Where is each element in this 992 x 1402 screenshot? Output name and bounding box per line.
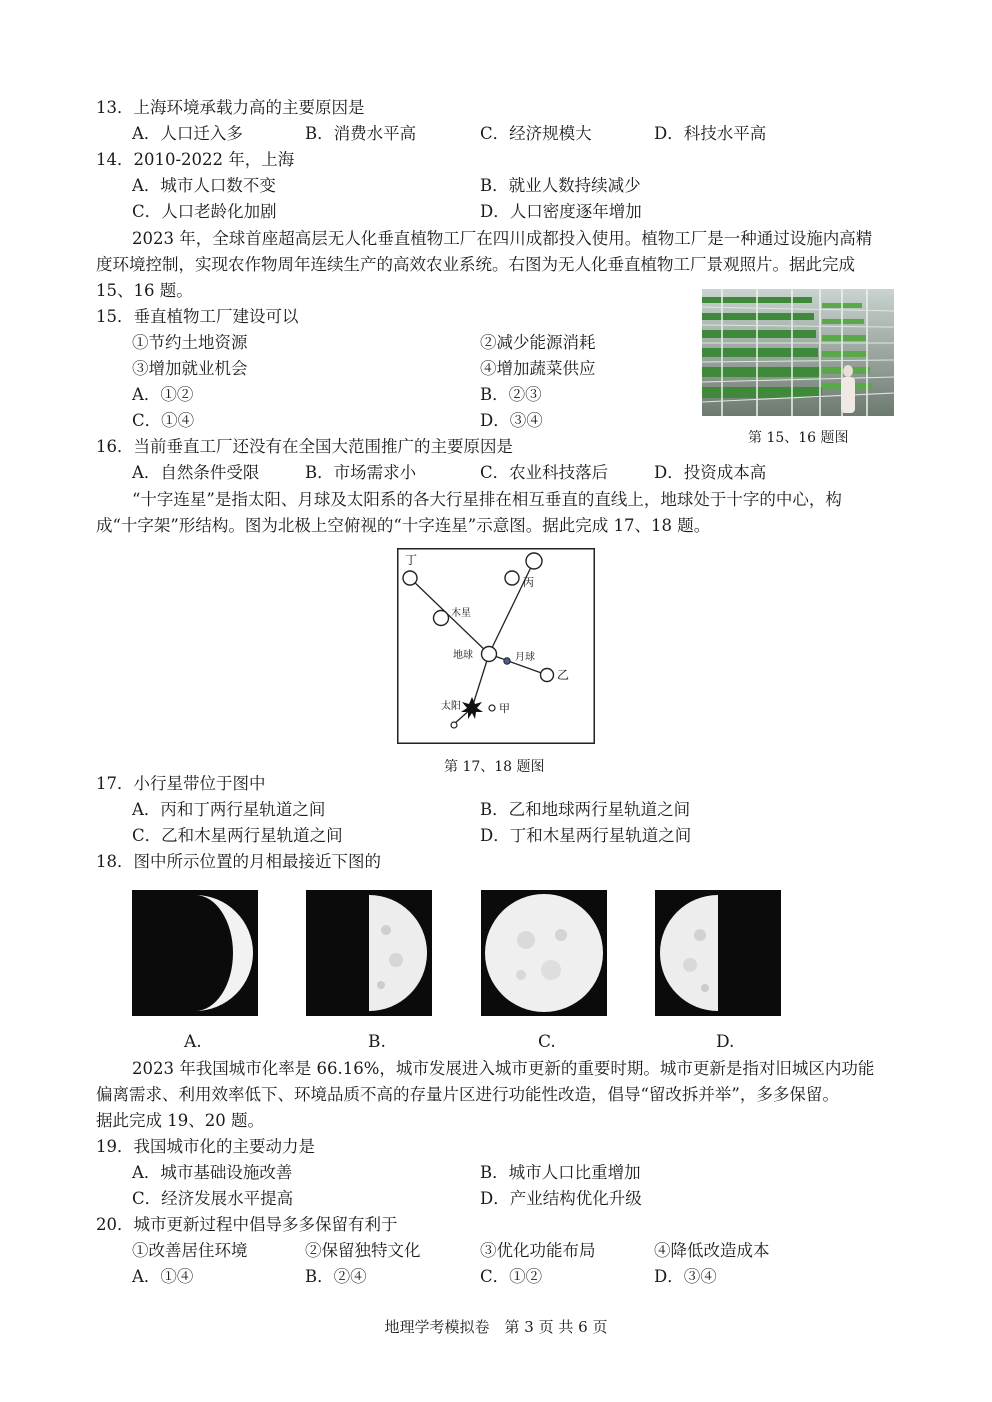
q15-stem: 15．垂直植物工厂建设可以 xyxy=(96,307,299,326)
material-19-20-line-3: 据此完成 19、20 题。 xyxy=(96,1111,264,1130)
q16-option-a: A．自然条件受限 xyxy=(132,463,260,482)
label-jia: 甲 xyxy=(499,702,510,715)
q20-option-d: D．③④ xyxy=(654,1267,717,1286)
planet-small-inner xyxy=(451,722,457,728)
q14-option-d: D．人口密度逐年增加 xyxy=(480,202,642,221)
q20-statement-2: ②保留独特文化 xyxy=(305,1241,421,1260)
q19-stem: 19．我国城市化的主要动力是 xyxy=(96,1137,315,1156)
q18-stem: 18．图中所示位置的月相最接近下图的 xyxy=(96,852,381,871)
label-yi: 乙 xyxy=(557,668,570,682)
q13-stem: 13．上海环境承载力高的主要原因是 xyxy=(96,98,365,117)
label-moon: 月球 xyxy=(515,652,535,663)
cross-alignment-diagram xyxy=(397,548,595,744)
q17-stem: 17．小行星带位于图中 xyxy=(96,774,266,793)
q15-option-b: B．②③ xyxy=(480,385,542,404)
moon-phase-b-image xyxy=(306,890,432,1016)
moon-phase-a-image xyxy=(132,890,258,1016)
q15-statement-1: ①节约土地资源 xyxy=(132,333,248,352)
q15-option-a: A．①② xyxy=(132,385,194,404)
q15-statement-3: ③增加就业机会 xyxy=(132,359,248,378)
material-15-16-line-1: 2023 年，全球首座超高层无人化垂直植物工厂在四川成都投入使用。植物工厂是一种通过设施内高精 xyxy=(132,229,873,248)
material-17-18-line-2: 成“十字架”形结构。图为北极上空俯视的“十字连星”示意图。据此完成 17、18 题。 xyxy=(96,516,711,535)
label-ding: 丁 xyxy=(405,553,418,567)
figure-15-16-caption: 第 15、16 题图 xyxy=(748,430,849,446)
q19-option-a: A．城市基础设施改善 xyxy=(132,1163,293,1182)
q15-statement-4: ④增加蔬菜供应 xyxy=(480,359,596,378)
q15-statement-2: ②减少能源消耗 xyxy=(480,333,596,352)
q15-option-c: C．①④ xyxy=(132,411,195,430)
diagram-frame xyxy=(398,549,595,744)
material-15-16-line-3: 15、16 题。 xyxy=(96,281,193,300)
planet-ding xyxy=(403,571,417,585)
q16-option-d: D．投资成本高 xyxy=(654,463,767,482)
label-earth: 地球 xyxy=(453,650,473,661)
q20-statement-4: ④降低改造成本 xyxy=(654,1241,770,1260)
planet-earth xyxy=(482,647,497,662)
q16-option-c: C．农业科技落后 xyxy=(480,463,609,482)
q17-option-d: D．丁和木星两行星轨道之间 xyxy=(480,826,692,845)
q13-option-c: C．经济规模大 xyxy=(480,124,592,143)
moon-label-a: A. xyxy=(184,1032,202,1052)
q17-option-b: B．乙和地球两行星轨道之间 xyxy=(480,800,691,819)
planet-jia xyxy=(489,705,495,711)
q16-option-b: B．市场需求小 xyxy=(305,463,417,482)
planet-bing xyxy=(505,571,519,585)
q13-option-d: D．科技水平高 xyxy=(654,124,767,143)
q19-option-d: D．产业结构优化升级 xyxy=(480,1189,642,1208)
moon-label-c: C. xyxy=(538,1032,556,1052)
label-jupiter: 木星 xyxy=(451,608,471,619)
moon-label-b: B. xyxy=(368,1032,386,1052)
material-19-20-line-2: 偏离需求、利用效率低下、环境品质不高的存量片区进行功能性改造，倡导“留改拆并举”，多多保留。 xyxy=(96,1085,839,1104)
moon-label-d: D. xyxy=(716,1032,735,1052)
q19-option-c: C．经济发展水平提高 xyxy=(132,1189,294,1208)
label-bing: 丙 xyxy=(523,576,534,589)
q19-option-b: B．城市人口比重增加 xyxy=(480,1163,641,1182)
planet-jupiter xyxy=(434,611,449,626)
label-sun: 太阳 xyxy=(441,701,461,712)
q16-stem: 16．当前垂直工厂还没有在全国大范围推广的主要原因是 xyxy=(96,437,513,456)
q13-option-a: A．人口迁入多 xyxy=(132,124,243,143)
q17-option-a: A．丙和丁两行星轨道之间 xyxy=(132,800,326,819)
q20-option-a: A．①④ xyxy=(132,1267,194,1286)
moon-phase-d-image xyxy=(655,890,781,1016)
vertical-plant-factory-photo xyxy=(702,289,894,416)
material-17-18-line-1: “十字连星”是指太阳、月球及太阳系的各大行星排在相互垂直的直线上，地球处于十字的中心，构 xyxy=(132,490,842,509)
material-19-20-line-1: 2023 年我国城市化率是 66.16%，城市发展进入城市更新的重要时期。城市更新是指对旧城区内功能 xyxy=(132,1059,875,1078)
q14-stem: 14．2010-2022 年，上海 xyxy=(96,150,295,169)
q20-option-c: C．①② xyxy=(480,1267,543,1286)
q17-option-c: C．乙和木星两行星轨道之间 xyxy=(132,826,343,845)
figure-17-18-caption: 第 17、18 题图 xyxy=(444,759,545,775)
material-15-16-line-2: 度环境控制，实现农作物周年连续生产的高效农业系统。右图为无人化垂直植物工厂景观照片。据此完成 xyxy=(96,255,855,274)
page-footer: 地理学考模拟卷 第 3 页 共 6 页 xyxy=(384,1318,608,1336)
q14-option-c: C．人口老龄化加剧 xyxy=(132,202,277,221)
q20-statement-3: ③优化功能布局 xyxy=(480,1241,596,1260)
q20-statement-1: ①改善居住环境 xyxy=(132,1241,248,1260)
q14-option-a: A．城市人口数不变 xyxy=(132,176,276,195)
q15-option-d: D．③④ xyxy=(480,411,543,430)
q13-option-b: B．消费水平高 xyxy=(305,124,417,143)
planet-bing-outer xyxy=(526,553,542,569)
planet-yi xyxy=(541,669,554,682)
q20-stem: 20．城市更新过程中倡导多多保留有利于 xyxy=(96,1215,398,1234)
q20-option-b: B．②④ xyxy=(305,1267,367,1286)
moon-phase-c-image xyxy=(481,890,607,1016)
q14-option-b: B．就业人数持续减少 xyxy=(480,176,641,195)
moon-dot xyxy=(504,658,510,664)
